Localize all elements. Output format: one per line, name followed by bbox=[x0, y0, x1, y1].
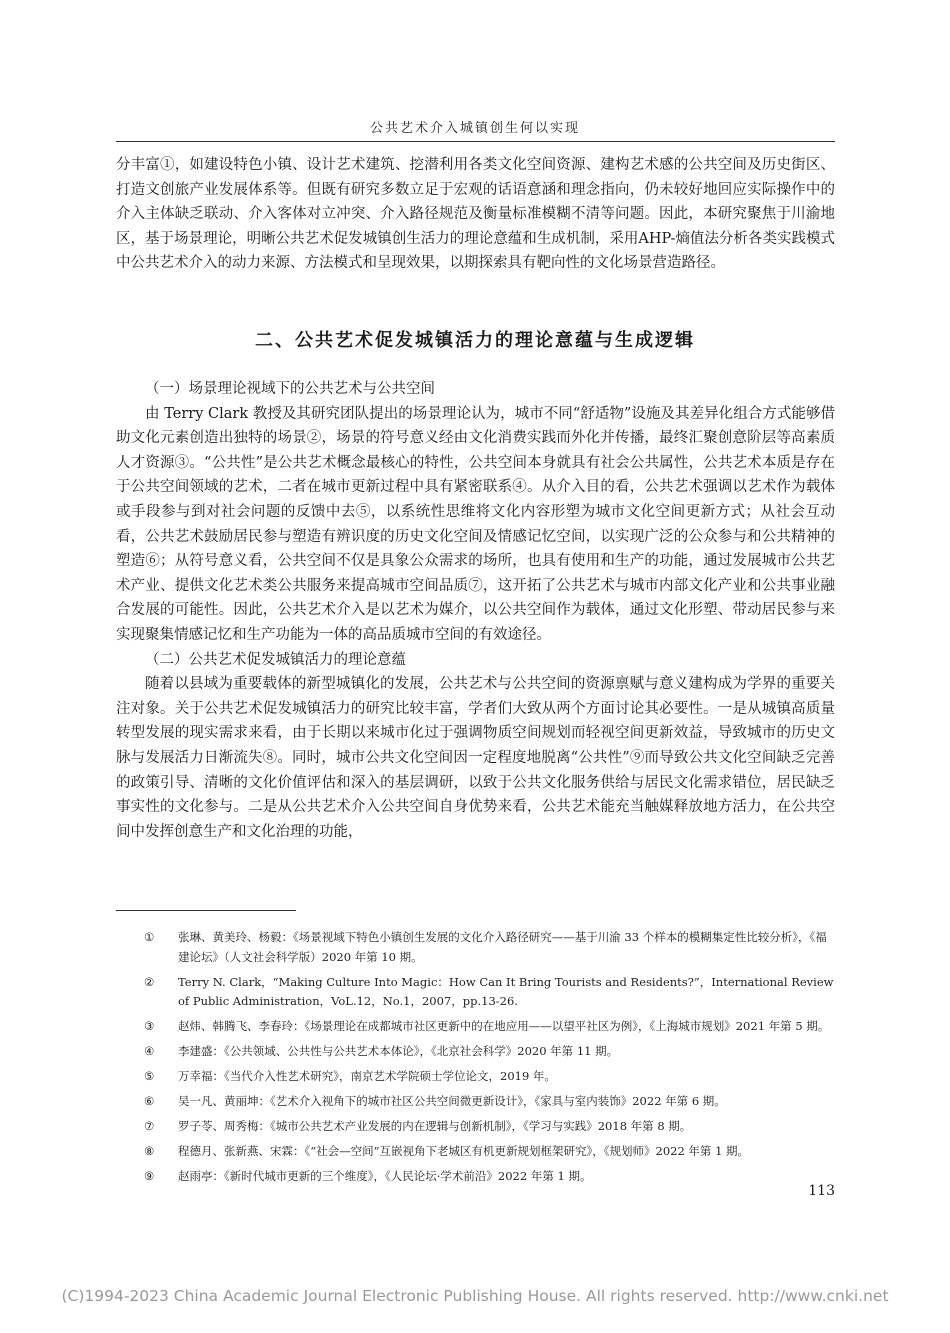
footnote-mark: ⑦ bbox=[144, 1119, 155, 1133]
subsection-heading-2: （二）公共艺术促发城镇活力的理论意蕴 bbox=[145, 651, 406, 668]
footnote-text: 程德月、张新燕、宋霖：《“社会—空间”互嵌视角下老城区有机更新规划框架研究》，《规划师》2022 年第 1 期。 bbox=[178, 1144, 750, 1158]
body-paragraph-2: 随着以县域为重要载体的新型城镇化的发展，公共艺术与公共空间的资源禀赋与意义建构成为学界的重要关注对象。关于公共艺术促发城镇活力的研究比较丰富，学者们大致从两个方面讨论其必要性。一是从城镇高质量转型发展的现实需求来看，由于长期以来城市化过于强调物质空间规划而轻视空间更新效益，导致城市的历史文脉与发展活力日渐流失⑧。同时，城市公共文化空间因一定程度地脱离“公共性”⑨而导致公共文化空间缺乏完善的政策引导、清晰的文化价值评估和深入的基层调研，以致于公共文化服务供给与居民文化需求错位，居民缺乏事实性的文化参与。二是从公共艺术介入公共空间自身优势来看，公共艺术能充当触媒释放地方活力，在公共空间中发挥创意生产和文化治理的功能， bbox=[116, 676, 835, 840]
footnote-text: 吴一凡、黄丽坤：《艺术介入视角下的城市社区公共空间微更新设计》，《家具与室内装饰》2022 年第 6 期。 bbox=[178, 1094, 726, 1108]
footnote-text: Terry N. Clark，“Making Culture Into Magic：How Can It Bring Tourists and Residents?”，International Review of Public Administration，VoL.12，No.1，2007，pp.13-26. bbox=[178, 974, 834, 1008]
footnote-mark: ③ bbox=[144, 1019, 155, 1033]
footnote-text: 赵雨亭：《新时代城市更新的三个维度》，《人民论坛·学术前沿》2022 年第 1 期。 bbox=[178, 1169, 592, 1183]
footnote-text: 万幸福：《当代介入性艺术研究》，南京艺术学院硕士学位论文，2019 年。 bbox=[178, 1069, 556, 1083]
footnote-divider bbox=[116, 910, 296, 911]
footnote bbox=[116, 1167, 835, 1187]
section-body bbox=[116, 377, 835, 844]
section-heading: 二、公共艺术促发城镇活力的理论意蕴与生成逻辑 bbox=[255, 330, 695, 351]
footnote-mark: ④ bbox=[144, 1044, 155, 1058]
footnote-text: 罗子苓、周秀梅：《城市公共艺术产业发展的内在逻辑与创新机制》，《学习与实践》2018 年第 8 期。 bbox=[178, 1119, 692, 1133]
footnote-mark: ① bbox=[144, 930, 155, 944]
intro-paragraph-block bbox=[116, 153, 835, 276]
subsection-heading-1: （一）场景理论视域下的公共艺术与公共空间 bbox=[145, 381, 435, 397]
footnote-mark: ② bbox=[144, 974, 155, 989]
copyright-watermark: (C)1994-2023 China Academic Journal Electronic Publishing House. All rights reserved. http://www.cnki.net bbox=[61, 1287, 889, 1305]
footnote-mark: ⑧ bbox=[144, 1144, 155, 1158]
body-paragraph-1: 由 Terry Clark 教授及其研究团队提出的场景理论认为，城市不同“舒适物”设施及其差异化组合方式能够借助文化元素创造出独特的场景②，场景的符号意义经由文化消费实践而外化并传播，最终汇聚创意阶层等高素质人才资源③。“公共性”是公共艺术概念最核心的特性，公共空间本身就具有社会公共属性，公共艺术本质是存在于公共空间领域的艺术，二者在城市更新过程中具有紧密联系④。从介入目的看，公共艺术强调以艺术作为载体或手段参与到对社会问题的反馈中去⑤，以系统性思维将文化内容形塑为城市文化空间更新方式；从社会互动看，公共艺术鼓励居民参与塑造有辨识度的历史文化空间及情感记忆空间，以实现广泛的公众参与和公共精神的塑造⑥；从符号意义看，公共空间不仅是具象公众需求的场所，也具有使用和生产的功能，通过发展城市公共艺术产业、提供文化艺术类公共服务来提高城市空间品质⑦，这开拓了公共艺术与城市内部文化产业和公共事业融合发展的可能性。因此，公共艺术介入是以艺术为媒介，以公共空间作为载体，通过文化形塑、带动居民参与来实现聚集情感记忆和生产功能为一体的高品质城市空间的有效途径。 bbox=[116, 405, 835, 643]
footnote-mark: ⑨ bbox=[144, 1169, 155, 1183]
footnote bbox=[116, 1017, 835, 1037]
header-divider bbox=[116, 141, 835, 142]
intro-paragraph: 分丰富①，如建设特色小镇、设计艺术建筑、挖潜利用各类文化空间资源、建构艺术感的公共空间及历史街区、打造文创旅产业发展体系等。但既有研究多数立足于宏观的话语意涵和理念指向，仍未较好地回应实际操作中的介入主体缺乏联动、介入客体对立冲突、介入路径规范及衡量标准模糊不清等问题。因此，本研究聚焦于川渝地区，基于场景理论，明晰公共艺术促发城镇创生活力的理论意蕴和生成机制，采用AHP-熵值法分析各类实践模式中公共艺术介入的动力来源、方法模式和呈现效果，以期探索具有靶向性的文化场景营造路径。 bbox=[116, 157, 835, 272]
footnote-text: 张琳、黄美玲、杨毅：《场景视域下特色小镇创生发展的文化介入路径研究——基于川渝 33 个样本的模糊集定性比较分析》，《福建论坛》（人文社会科学版）2020 年第 10 期。 bbox=[178, 930, 827, 964]
page-number: 113 bbox=[808, 1183, 835, 1199]
footnote bbox=[116, 928, 835, 967]
footnote-text: 赵炜、韩腾飞、李春玲：《场景理论在成都城市社区更新中的在地应用——以望平社区为例》，《上海城市规划》2021 年第 5 期。 bbox=[178, 1019, 830, 1033]
footnote-mark: ⑥ bbox=[144, 1094, 155, 1108]
footnote bbox=[116, 1042, 835, 1062]
footnote bbox=[116, 973, 835, 1012]
running-header: 公共艺术介入城镇创生何以实现 bbox=[369, 121, 580, 136]
footnote bbox=[116, 1117, 835, 1137]
footnote-text: 李建盛：《公共领域、公共性与公共艺术本体论》，《北京社会科学》2020 年第 11 期。 bbox=[178, 1044, 619, 1058]
footnote bbox=[116, 1067, 835, 1087]
footnote bbox=[116, 1092, 835, 1112]
footnotes bbox=[116, 928, 835, 1192]
footnote bbox=[116, 1142, 835, 1162]
footnote-mark: ⑤ bbox=[144, 1069, 155, 1083]
